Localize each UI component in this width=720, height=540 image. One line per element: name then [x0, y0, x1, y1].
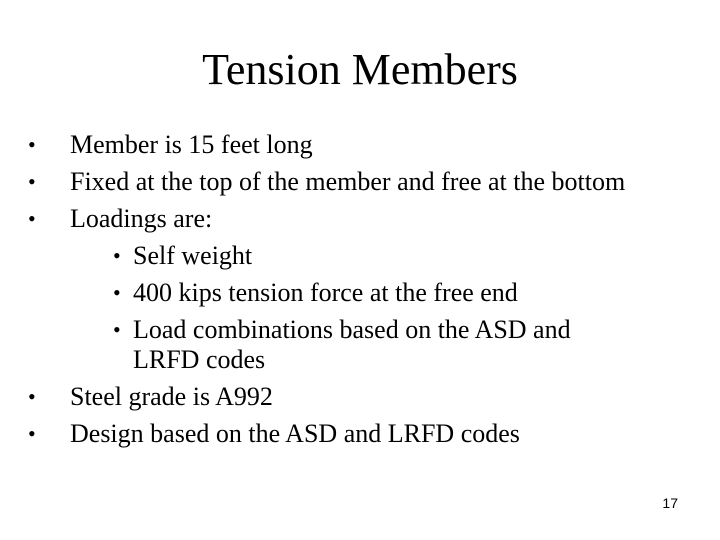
bullet-support-condition: Fixed at the top of the member and free at the bottom	[70, 167, 626, 196]
slide-title: Tension Members	[202, 45, 518, 94]
sub-bullet-load-combinations-cont: LRFD codes	[133, 345, 266, 374]
bullet-marker: •	[28, 421, 36, 446]
sub-bullet-marker: •	[113, 243, 121, 268]
bullet-loadings: Loadings are:	[70, 204, 213, 233]
bullet-steel-grade: Steel grade is A992	[70, 382, 273, 411]
sub-bullet-marker: •	[113, 317, 121, 342]
bullet-member-length: Member is 15 feet long	[70, 130, 313, 159]
bullet-marker: •	[28, 169, 36, 194]
sub-bullet-marker: •	[113, 280, 121, 305]
sub-bullet-self-weight: Self weight	[133, 241, 253, 270]
sub-bullet-load-combinations: Load combinations based on the ASD and	[133, 315, 571, 344]
bullet-marker: •	[28, 132, 36, 157]
sub-bullet-tension-force: 400 kips tension force at the free end	[133, 278, 518, 307]
bullet-marker: •	[28, 206, 36, 231]
bullet-design-codes: Design based on the ASD and LRFD codes	[70, 419, 520, 448]
slide-number: 17	[662, 495, 678, 511]
bullet-marker: •	[28, 384, 36, 409]
